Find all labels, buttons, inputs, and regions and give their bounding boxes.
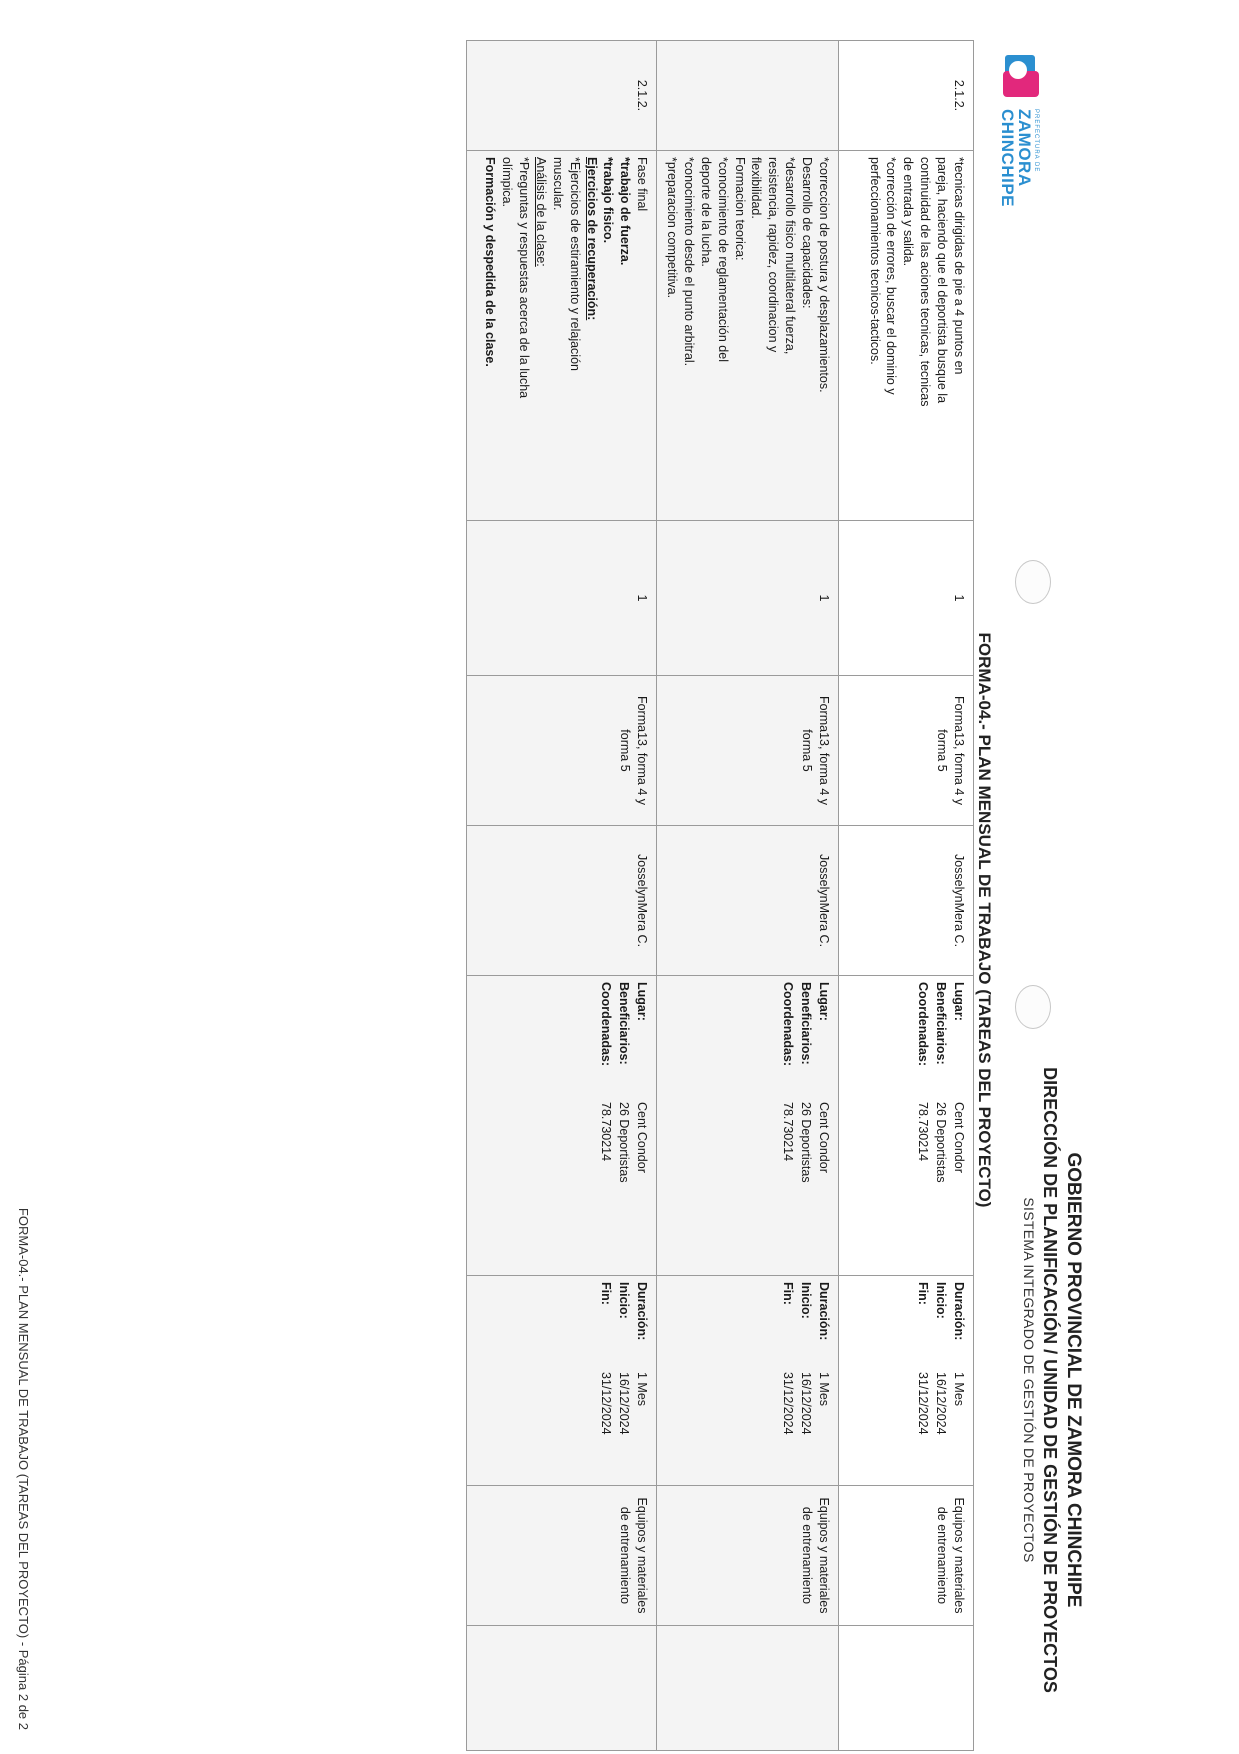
logo-mark-icon [999,55,1039,101]
activity-line: *Preguntas y respuestas acerca de la lucha [517,157,532,399]
location-block [467,976,657,1276]
notes-cell [657,1626,839,1751]
page-footer: FORMA-04.- PLAN MENSUAL DE TRABAJO (TAREAS DEL PROYECTO) - Página 2 de 2 [16,1207,31,1730]
coordenadas-value: 78.730214 [916,1102,931,1162]
schedule-block [467,1276,657,1486]
activity-line: Formación y despedida de la clase. [483,157,498,367]
beneficiarios-value: 26 Deportistas [617,1102,632,1183]
notes-cell [467,1626,657,1751]
beneficiarios-value: 26 Deportistas [934,1102,949,1183]
activity-line: *tecnicas dirigidas de pie a 4 puntos en [952,157,966,375]
fin-label: Fin: [916,1282,931,1305]
notes-cell [839,1626,974,1751]
inicio-value: 16/12/2024 [617,1372,632,1435]
duracion-value: 1 Mes [952,1372,966,1407]
lugar-label: Lugar: [635,982,650,1021]
task-quantity: 1 [657,521,839,676]
activity-line: Fase final [635,157,650,212]
task-code: 2.1.2. [467,41,657,151]
inicio-value: 16/12/2024 [799,1372,814,1435]
activity-line: *Ejercicios de estiramiento y relajación [567,157,582,371]
prefectura-logo [999,55,1039,207]
header-line-3: SISTEMA INTEGRADO DE GESTIÓN DE PROYECTOS [1021,1197,1037,1563]
task-quantity: 1 [839,521,974,676]
activity-line: flexibilidad. [749,157,764,219]
activity-line: muscular. [550,157,565,211]
binder-hole-top [1015,560,1051,604]
activity-description [839,151,974,521]
fin-label: Fin: [599,1282,614,1305]
lugar-value: Cent Condor [817,1102,831,1173]
header-line-1: GOBIERNO PROVINCIAL DE ZAMORA CHINCHIPE [1063,1152,1084,1608]
task-responsible: JosselynMera C. [467,826,657,976]
activity-line: deporte de la lucha. [698,157,713,267]
coordenadas-value: 78.730214 [781,1102,796,1162]
table-row [839,41,974,1751]
lugar-value: Cent Condor [635,1102,650,1173]
form-title: FORMA-04.- PLAN MENSUAL DE TRABAJO (TAREAS DEL PROYECTO) [975,632,994,1208]
activity-description [467,151,657,521]
activity-line: *trabajo fisico. [601,157,616,244]
activity-line: *correccion de postura y desplazamientos. [817,157,831,393]
fin-value: 31/12/2024 [781,1372,796,1435]
fin-label: Fin: [781,1282,796,1305]
inicio-label: Inicio: [799,1282,814,1319]
document-header [1021,1060,1084,1700]
schedule-block [657,1276,839,1486]
lugar-label: Lugar: [952,982,966,1021]
verification-means: Forma13, forma 4 y forma 5 [657,676,839,826]
task-code [657,41,839,151]
activity-line: *desarrollo fisico multilateral fuerza, [783,157,798,355]
activity-line: Desarrollo de capacidades: [800,157,815,309]
task-responsible: JosselynMera C. [839,826,974,976]
activity-line: perfeccionamientos tecnicos-tacticos. [867,157,882,365]
lugar-value: Cent Condor [952,1102,966,1173]
coordenadas-label: Coordenadas: [599,982,614,1067]
activity-line: *trabajo de fuerza. [618,157,633,266]
activity-line: olímpica. [500,157,515,208]
location-block [839,976,974,1276]
beneficiarios-value: 26 Deportistas [799,1102,814,1183]
inicio-label: Inicio: [617,1282,632,1319]
schedule-block [839,1276,974,1486]
duracion-value: 1 Mes [817,1372,831,1407]
logo-small-text: PREFECTURA DE [1033,109,1039,173]
activity-line: *conocimiento desde el punto arbitral. [682,157,696,367]
beneficiarios-label: Beneficiarios: [934,982,949,1065]
activity-line: resistencia, rapidez, coordinacion y [766,157,781,353]
logo-line-1: ZAMORA [1015,109,1034,187]
coordenadas-label: Coordenadas: [916,982,931,1067]
resources-cell: Equipos y materiales de entrenamiento [467,1486,657,1626]
logo-line-2: CHINCHIPE [998,109,1017,208]
activity-line: Formacion teorica: [732,157,747,261]
activity-description [657,151,839,521]
inicio-label: Inicio: [934,1282,949,1319]
verification-means: Forma13, forma 4 y forma 5 [467,676,657,826]
activity-line: continuidad de las aciones tecnicas, tecnicas [918,157,933,407]
fin-value: 31/12/2024 [599,1372,614,1435]
resources-cell: Equipos y materiales de entrenamiento [839,1486,974,1626]
task-responsible: JosselynMera C. [657,826,839,976]
fin-value: 31/12/2024 [916,1372,931,1435]
beneficiarios-label: Beneficiarios: [799,982,814,1065]
activity-line: de entrada y salida. [901,157,916,267]
verification-means: Forma13, forma 4 y forma 5 [839,676,974,826]
header-line-2: DIRECCIÓN DE PLANIFICACIÓN / UNIDAD DE GESTIÓN DE PROYECTOS [1040,1067,1060,1693]
duracion-label: Duración: [952,1282,966,1341]
activity-line: Análisis de la clase: [534,157,548,267]
activity-line: Ejercicios de recuperación: [584,157,599,321]
table-row [657,41,839,1751]
coordenadas-label: Coordenadas: [781,982,796,1067]
lugar-label: Lugar: [817,982,831,1021]
activity-line: pareja, haciendo que el deportista busque la [935,157,950,404]
binder-hole-bottom [1015,985,1051,1029]
beneficiarios-label: Beneficiarios: [617,982,632,1065]
duracion-label: Duración: [817,1282,831,1341]
duracion-label: Duración: [635,1282,650,1341]
activity-line: *conocimiento de reglamentación del [715,157,730,362]
duracion-value: 1 Mes [635,1372,650,1407]
coordenadas-value: 78.730214 [599,1102,614,1162]
task-code: 2.1.2. [839,41,974,151]
activity-line: *corrección de errores, buscar el dominio y [884,157,899,395]
tasks-table [466,40,974,1751]
activity-line: *preparacion competitiva. [665,157,680,299]
resources-cell: Equipos y materiales de entrenamiento [657,1486,839,1626]
location-block [657,976,839,1276]
task-quantity: 1 [467,521,657,676]
table-row [467,41,657,1751]
inicio-value: 16/12/2024 [934,1372,949,1435]
